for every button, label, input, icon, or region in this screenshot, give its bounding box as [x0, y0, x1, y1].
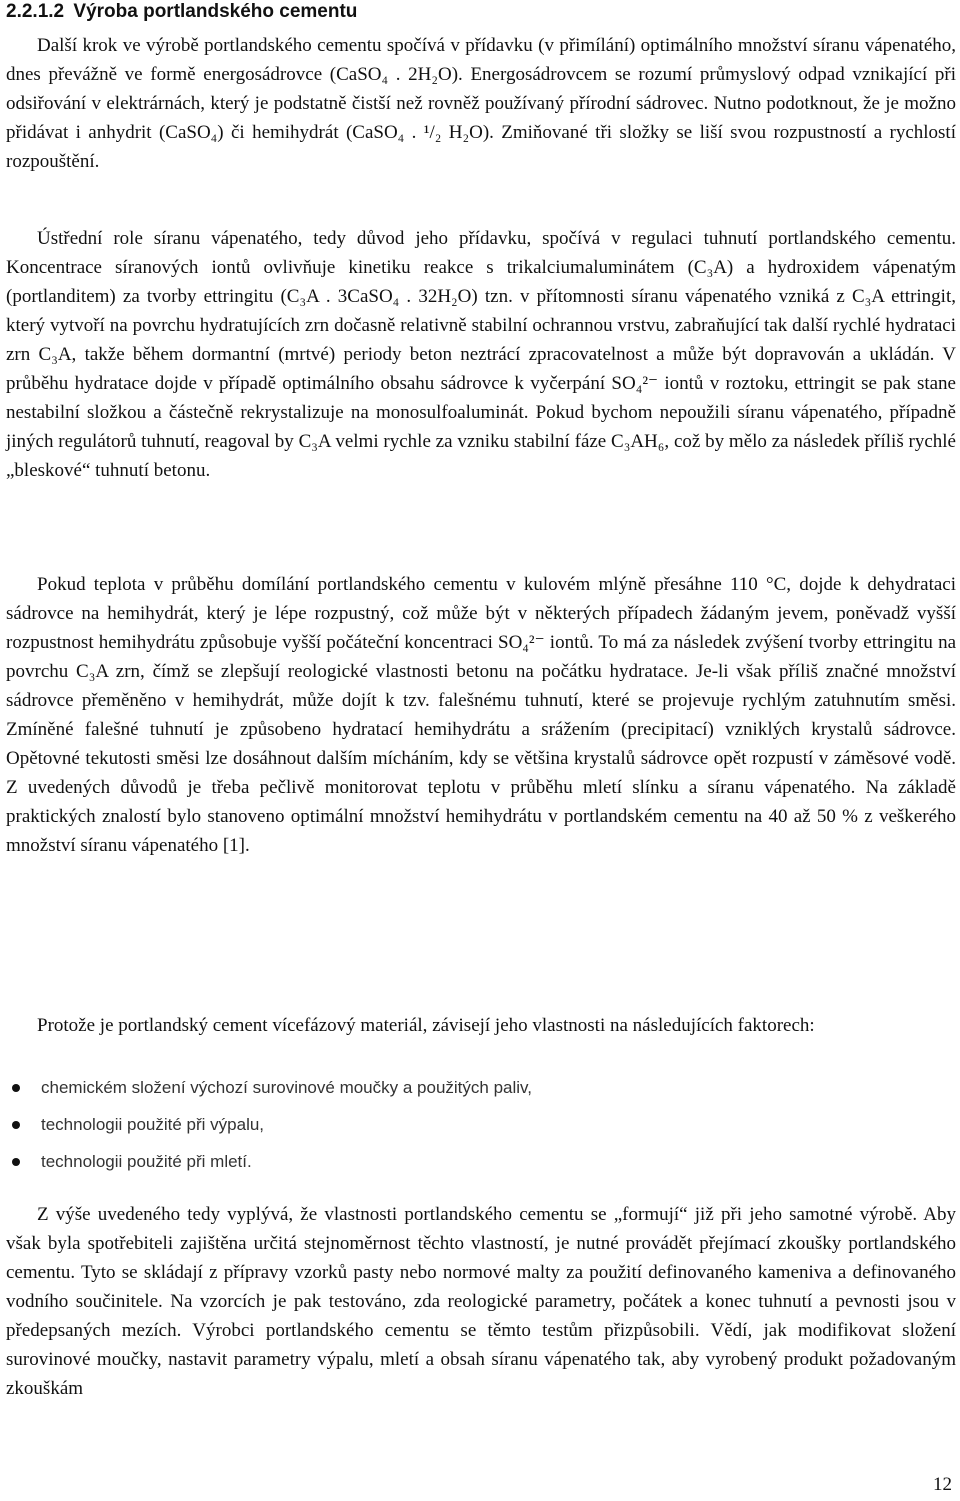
bullet-icon	[12, 1121, 20, 1129]
paragraph-5: Z výše uvedeného tedy vyplývá, že vlastnosti portlandského cementu se „formují“ již při jeho samotné výrobě. Aby však byla spotřebiteli zajištěna určitá stejnoměrnost těchto vlastností, je nutné provádět přejímací zkoušky portlandského cementu. Tyto se skládají z přípravy vzorků pasty nebo normové malty za použití definovaného kameniva a definovaného vodního součinitele. Na vzorcích je pak testováno, zda reologické parametry, počátek a konec tuhnutí a pevnosti jsou v předepsaných mezích. Výrobci portlandského cementu se těmto testům přizpůsobili. Vědí, jak modifikovat složení surovinové moučky, nastavit parametry výpalu, mletí a obsah síranu vápenatého tak, aby vyrobený produkt požadovaným zkouškám	[6, 1204, 956, 1399]
list-item	[6, 1106, 956, 1143]
section-number: 2.2.1.2	[6, 1, 65, 22]
bullet-icon	[12, 1084, 20, 1092]
list-item-text: technologii použité při mletí.	[41, 1152, 252, 1171]
paragraph-3: Pokud teplota v průběhu domílání portlandského cementu v kulovém mlýně přesáhne 110 °C, dojde k dehydrataci sádrovce na hemihydrát, který je lépe rozpustný, což může být v některých případech žádaným jevem, poněvadž vyšší rozpustnost hemihydrátu způsobuje vyšší počáteční koncentraci SO₄²⁻ iontů. To má za následek zvýšení tvorby ettringitu na povrchu C₃A zrn, čímž se zlepšují reologické vlastnosti betonu na počátku hydratace. Je-li však příliš značné množství sádrovce přeměněno v hemihydrát, může dojít k tzv. falešnému tuhnutí, které se projevuje rychlým zatuhnutím směsi. Zmíněné falešné tuhnutí je způsobeno hydratací hemihydrátu a srážením (precipitací) vzniklých krystalů sádrovce. Opětovné tekutosti směsi lze dosáhnout dalším mícháním, kdy se většina krystalů sádrovce opět rozpustí v záměsové vodě. Z uvedených důvodů je třeba pečlivě monitorovat teplotu v průběhu mletí slínku a síranu vápenatého. Na základě praktických znalostí bylo stanoveno optimální množství hemihydrátu v portlandském cementu na 40 až 50 % z veškerého množství síranu vápenatého [1].	[6, 574, 956, 856]
factor-list	[6, 1069, 956, 1180]
paragraph-4: Protože je portlandský cement vícefázový materiál, závisejí jeho vlastnosti na následujících faktorech:	[37, 1015, 815, 1036]
bullet-icon	[12, 1158, 20, 1166]
section-heading	[6, 0, 357, 24]
list-item	[6, 1143, 956, 1180]
paragraph-2: Ústřední role síranu vápenatého, tedy důvod jeho přídavku, spočívá v regulaci tuhnutí portlandského cementu. Koncentrace síranových iontů ovlivňuje kinetiku reakce s trikalciumaluminátem (C₃A) a hydroxidem vápenatým (portlanditem) za tvorby ettringitu (C₃A . 3CaSO₄ . 32H₂O) tzn. v přítomnosti síranu vápenatého vzniká z C₃A ettringit, který vytvoří na povrchu hydratujících zrn dočasně relativně stabilní ochrannou vrstvu, zabraňující tak další rychlé hydrataci zrn C₃A, takže během dormantní (mrtvé) periody beton neztrácí zpracovatelnost a může být dopravován a ukládán. V průběhu hydratace dojde v případě optimálního obsahu sádrovce k vyčerpání SO₄²⁻ iontů v roztoku, ettringit se pak stane nestabilní složkou a částečně rekrystalizuje na monosulfoaluminát. Pokud bychom nepoužili síranu vápenatého, případně jiných regulátorů tuhnutí, reagoval by C₃A velmi rychle za vzniku stabilní fáze C₃AH₆, což by mělo za následek příliš rychlé „bleskové“ tuhnutí betonu.	[6, 228, 956, 481]
list-item-text: chemickém složení výchozí surovinové moučky a použitých paliv,	[41, 1078, 532, 1097]
list-item-text: technologii použité při výpalu,	[41, 1115, 265, 1134]
page-number: 12	[933, 1474, 952, 1495]
section-title: Výroba portlandského cementu	[73, 1, 358, 22]
paragraph-1: Další krok ve výrobě portlandského cementu spočívá v přídavku (v přimílání) optimálního množství síranu vápenatého, dnes převážně ve formě energosádrovce (CaSO₄ . 2H₂O). Energosádrovcem se rozumí průmyslový odpad vznikající při odsiřování v elektrárnách, který je podstatně čistší než rovněž používaný přírodní sádrovec. Nutno podotknout, že je možno přidávat i anhydrit (CaSO₄) či hemihydrát (CaSO₄ . ¹/₂ H₂O). Zmiňované tři složky se liší svou rozpustností a rychlostí rozpouštění.	[6, 35, 956, 172]
list-item	[6, 1069, 956, 1106]
